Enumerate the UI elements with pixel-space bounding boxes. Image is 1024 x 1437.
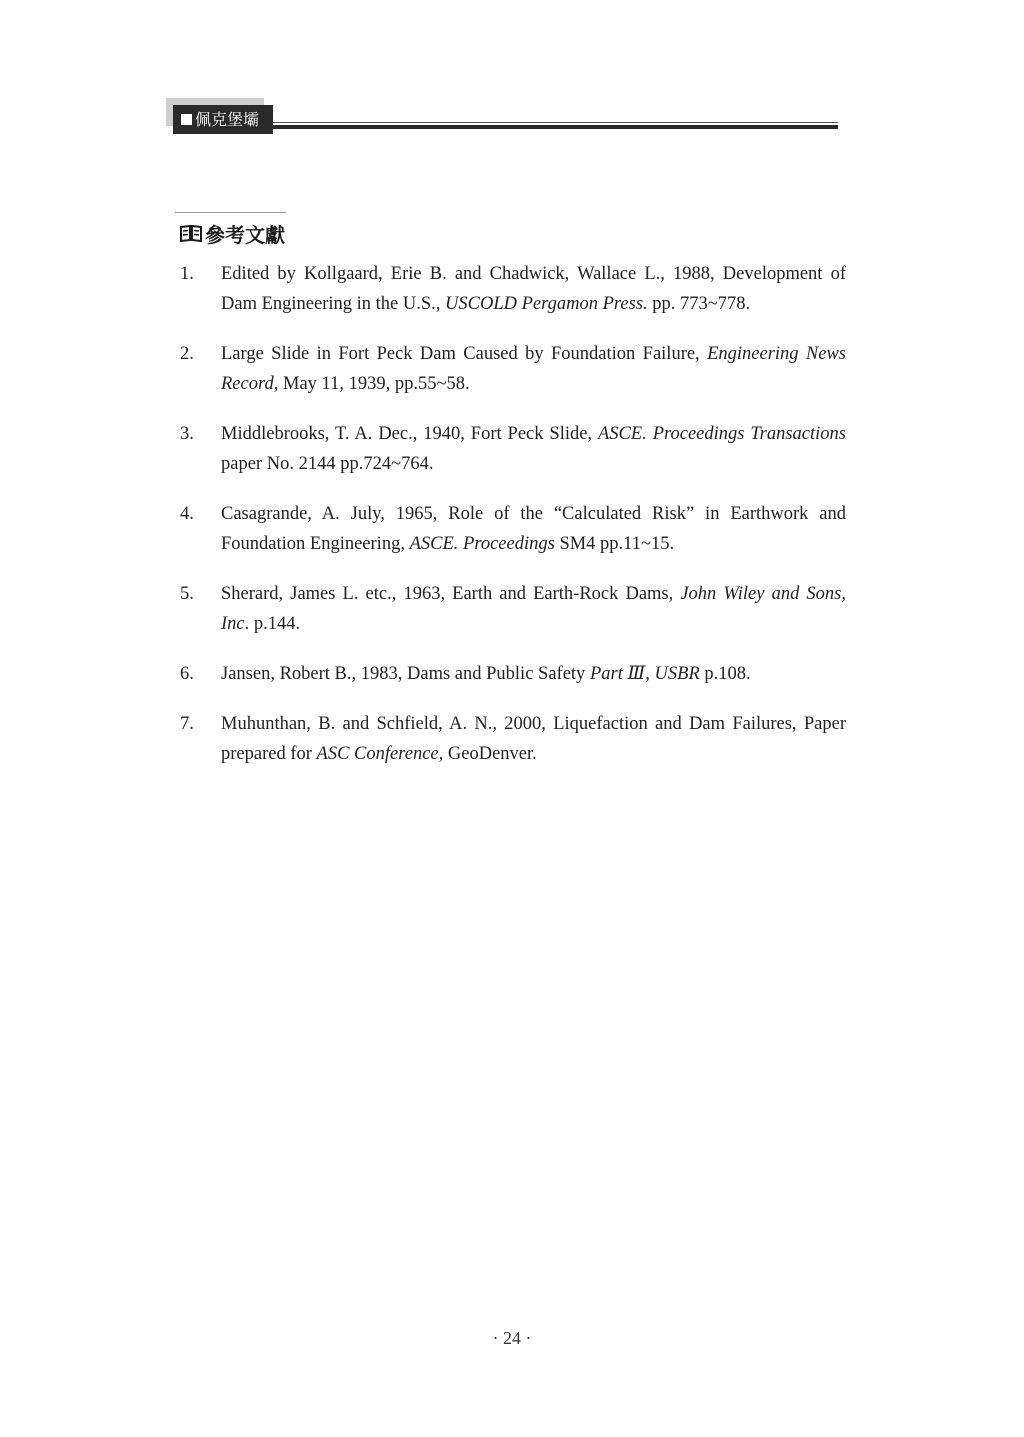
header-rule-thin (273, 122, 838, 123)
section-title: 參考文獻 (205, 222, 285, 247)
reference-source-italic: ASCE. Proceedings Transactions (597, 424, 846, 444)
reference-item (180, 339, 846, 399)
reference-item (180, 259, 846, 319)
reference-text (221, 579, 846, 639)
reference-item (180, 579, 846, 639)
reference-number: 3. (180, 424, 194, 444)
reference-item (180, 419, 846, 479)
reference-text-segment: . p.144. (244, 614, 301, 634)
header-tab (173, 105, 273, 134)
reference-text-segment: Middlebrooks, T. A. Dec., 1940, Fort Peck Slide, (221, 424, 598, 444)
reference-item (180, 499, 846, 559)
reference-text-segment: pp. 773~778. (647, 294, 751, 314)
reference-source-italic: Engineering News Record, (221, 344, 847, 394)
reference-text-segment: Casagrande, A. July, 1965, Role of the “Calculated Risk” in Earthwork and Foundation Engineering, (221, 504, 846, 554)
reference-source-italic: ASCE. Proceedings (409, 534, 555, 554)
reference-text (221, 339, 846, 399)
reference-item (180, 709, 846, 769)
section-divider (175, 212, 286, 213)
reference-text-segment: paper No. 2144 pp.724~764. (221, 454, 434, 474)
reference-number: 5. (180, 584, 194, 604)
reference-text (221, 659, 846, 689)
reference-source-italic: Part Ⅲ, USBR (589, 664, 700, 684)
reference-text-segment: p.108. (699, 664, 751, 684)
reference-item (180, 659, 846, 689)
book-icon (180, 224, 202, 242)
reference-number: 1. (180, 264, 194, 284)
reference-text-segment: Edited by Kollgaard, Erie B. and Chadwick, Wallace L., 1988, Development of Dam Engineering in the U.S., (221, 264, 846, 314)
reference-text-segment: Sherard, James L. etc., 1963, Earth and Earth-Rock Dams, (221, 584, 681, 604)
reference-text-segment: Jansen, Robert B., 1983, Dams and Public Safety (221, 664, 590, 684)
reference-text (221, 709, 846, 769)
running-header (166, 98, 838, 138)
reference-number: 2. (180, 344, 194, 364)
reference-text-segment: Muhunthan, B. and Schfield, A. N., 2000, Liquefaction and Dam Failures, Paper prepared for (221, 714, 846, 764)
reference-number: 6. (180, 664, 194, 684)
reference-text (221, 419, 846, 479)
reference-text-segment: GeoDenver. (443, 744, 537, 764)
reference-text-segment: SM4 pp.11~15. (554, 534, 675, 554)
header-title: 佩克堡壩 (195, 110, 260, 129)
header-rule-thick (273, 125, 838, 129)
reference-text (221, 499, 846, 559)
square-bullet-icon (181, 114, 192, 125)
reference-text-segment: Large Slide in Fort Peck Dam Caused by Foundation Failure, (221, 344, 708, 364)
reference-source-italic: John Wiley and Sons, Inc (221, 584, 846, 634)
reference-number: 4. (180, 504, 194, 524)
reference-text (221, 259, 846, 319)
reference-list (180, 259, 846, 789)
reference-text-segment: May 11, 1939, pp.55~58. (278, 374, 470, 394)
page-number: · 24 · (492, 1328, 532, 1348)
reference-source-italic: USCOLD Pergamon Press. (445, 294, 648, 314)
reference-number: 7. (180, 714, 194, 734)
reference-source-italic: ASC Conference, (316, 744, 444, 764)
section-heading (180, 220, 285, 246)
